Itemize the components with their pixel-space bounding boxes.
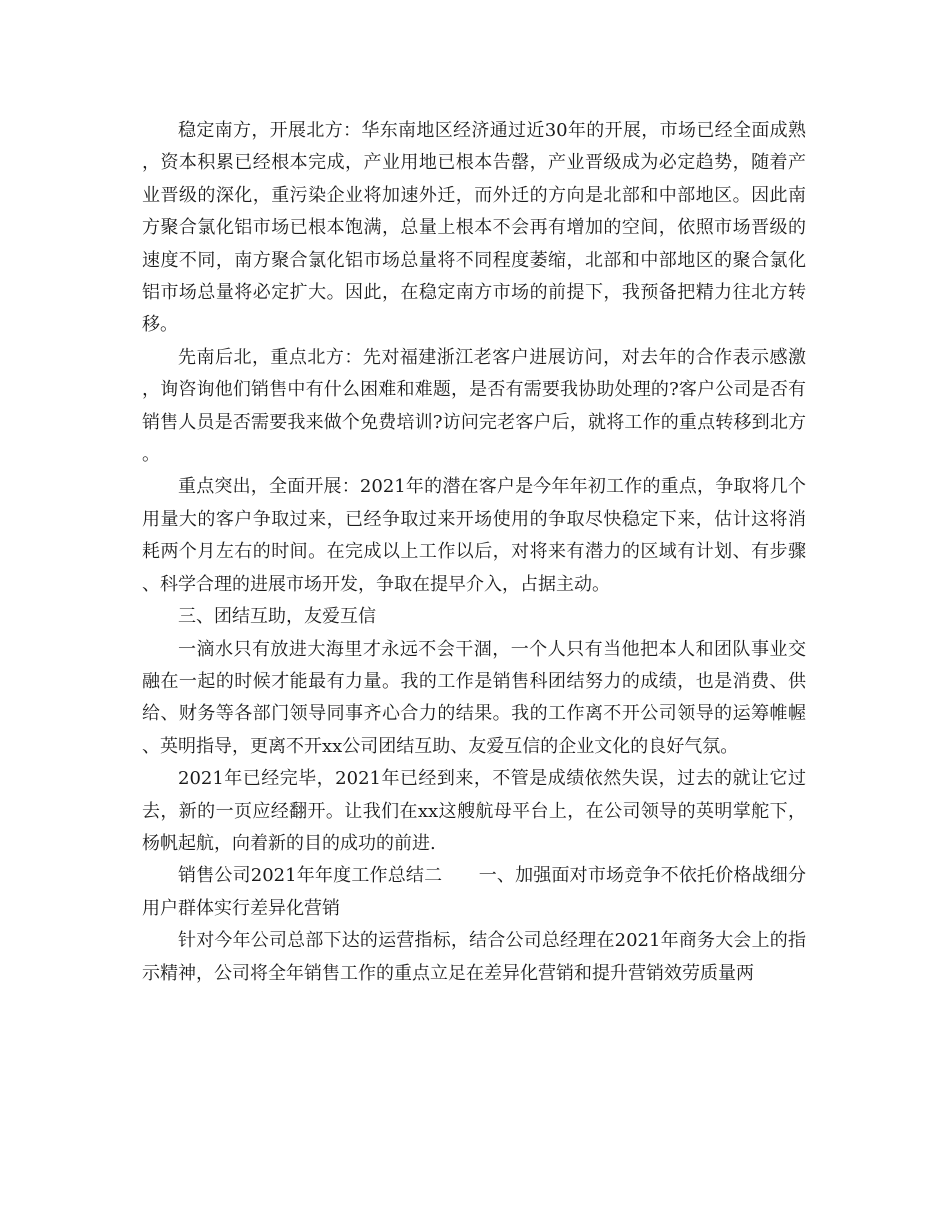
- document-body: [142, 115, 806, 990]
- paragraph-year-closing: 2021年已经完毕，2021年已经到来，不管是成绩依然失误，过去的就让它过去，新的一页应经翻开。让我们在xx这艘航母平台上，在公司领导的英明掌舵下，杨帆起航，向着新的目的成功的前进.: [142, 768, 806, 854]
- section-heading-unity: 三、团结互助，友爱互信: [178, 606, 376, 628]
- paragraph-summary-two-heading: 销售公司2021年年度工作总结二 一、加强面对市场竞争不依托价格战细分用户群体实行差异化营销: [142, 865, 806, 919]
- paragraph-south-then-north: 先南后北，重点北方：先对福建浙江老客户进展访问，对去年的合作表示感激，询咨询他们销售中有什么困难和难题，是否有需要我协助处理的?客户公司是否有销售人员是否需要我来做个免费培训?访问完老客户后，就将工作的重点转移到北方。: [142, 346, 806, 466]
- paragraph-operating-targets: 针对今年公司总部下达的运营指标，结合公司总经理在2021年商务大会上的指示精神，公司将全年销售工作的重点立足在差异化营销和提升营销效劳质量两: [142, 930, 806, 984]
- paragraph-key-focus: 重点突出，全面开展：2021年的潜在客户是今年年初工作的重点，争取将几个用量大的客户争取过来，已经争取过来开场使用的争取尽快稳定下来，估计这将消耗两个月左右的时间。在完成以上工作以后，对将来有潜力的区域有计划、有步骤、科学合理的进展市场开发，争取在提早介入，占据主动。: [142, 476, 806, 595]
- paragraph-drop-of-water: 一滴水只有放进大海里才永远不会干涸，一个人只有当他把本人和团队事业交融在一起的时候才能最有力量。我的工作是销售科团结努力的成绩，也是消费、供给、财务等各部门领导同事齐心合力的结果。我的工作离不开公司领导的运筹帷幄、英明指导，更离不开xx公司团结互助、友爱互信的企业文化的良好气氛。: [142, 638, 806, 757]
- paragraph-stabilize-south: 稳定南方，开展北方：华东南地区经济通过近30年的开展，市场已经全面成熟，资本积累已经根本完成，产业用地已根本告罄，产业晋级成为必定趋势，随着产业晋级的深化，重污染企业将加速外迁，而外迁的方向是北部和中部地区。因此南方聚合氯化铝市场已根本饱满，总量上根本不会再有增加的空间，依照市场晋级的速度不同，南方聚合氯化铝市场总量将不同程度萎缩，北部和中部地区的聚合氯化铝市场总量将必定扩大。因此，在稳定南方市场的前提下，我预备把精力往北方转移。: [142, 120, 806, 336]
